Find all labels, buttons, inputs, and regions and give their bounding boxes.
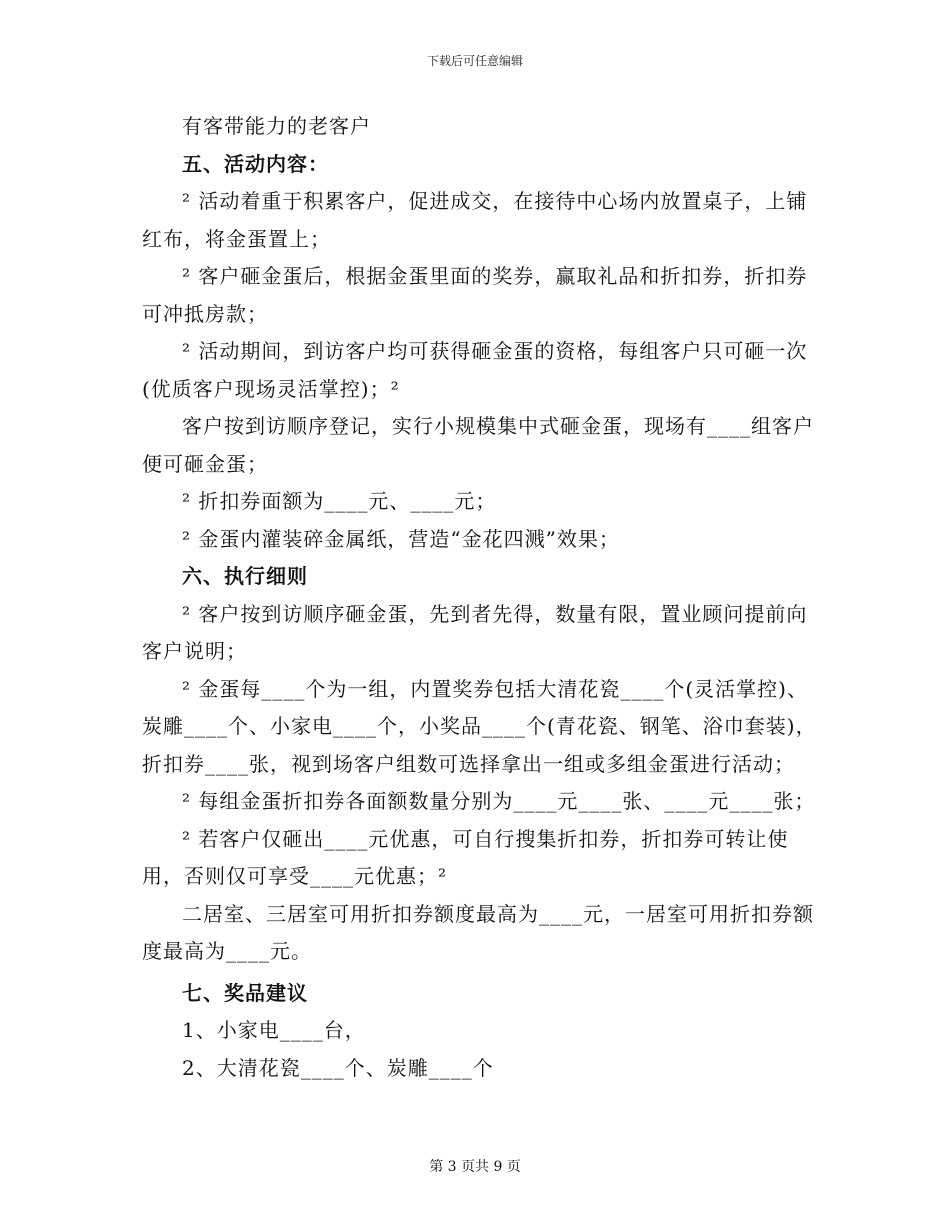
list-item: 1、小家电____台，: [182, 1018, 366, 1042]
paragraph: ² 若客户仅砸出____元优惠，可自行搜集折扣券，折扣券可转让使用，否则仅可享受____元优惠；²: [142, 826, 789, 888]
page-header: 下载后可任意编辑: [426, 54, 523, 68]
paragraph: ² 客户砸金蛋后，根据金蛋里面的奖券，赢取礼品和折扣券，折扣券可冲抵房款；: [142, 264, 808, 326]
paragraph: 有客带能力的老客户: [182, 114, 371, 138]
section-heading: 五、活动内容：: [182, 151, 329, 176]
paragraph: ² 活动期间，到访客户均可获得砸金蛋的资格，每组客户只可砸一次(优质客户现场灵活掌控)；²: [142, 339, 808, 401]
paragraph: ² 折扣券面额为____元、____元；: [182, 489, 497, 513]
list-item: 2、大清花瓷____个、炭雕____个: [182, 1055, 494, 1080]
paragraph: ² 客户按到访顺序砸金蛋，先到者先得，数量有限，置业顾问提前向客户说明；: [142, 601, 808, 663]
paragraph: ² 金蛋每____个为一组，内置奖券包括大清花瓷____个(灵活掌控)、炭雕____个、小家电____个，小奖品____个(青花瓷、钢笔、浴巾套装)，折扣券____张，视到场客户组数可选择拿出一组或多组金蛋进行活动；: [142, 676, 817, 776]
paragraph: ² 活动着重于积累客户，促进成交，在接待中心场内放置桌子，上铺红布，将金蛋置上；: [142, 189, 808, 251]
section-heading: 六、执行细则: [182, 564, 308, 588]
page-footer: 第 3 页共 9 页: [429, 1159, 521, 1175]
paragraph: 客户按到访顺序登记，实行小规模集中式砸金蛋，现场有____组客户便可砸金蛋；: [142, 414, 814, 476]
paragraph: ² 金蛋内灌装碎金属纸，营造“金花四溅”效果；: [182, 526, 620, 551]
section-heading: 七、奖品建议: [182, 980, 308, 1005]
paragraph: ² 每组金蛋折扣券各面额数量分别为____元____张、____元____张；: [182, 789, 816, 813]
paragraph: 二居室、三居室可用折扣券额度最高为____元，一居室可用折扣券额度最高为____元。: [142, 901, 814, 963]
document-body: [142, 108, 822, 1087]
